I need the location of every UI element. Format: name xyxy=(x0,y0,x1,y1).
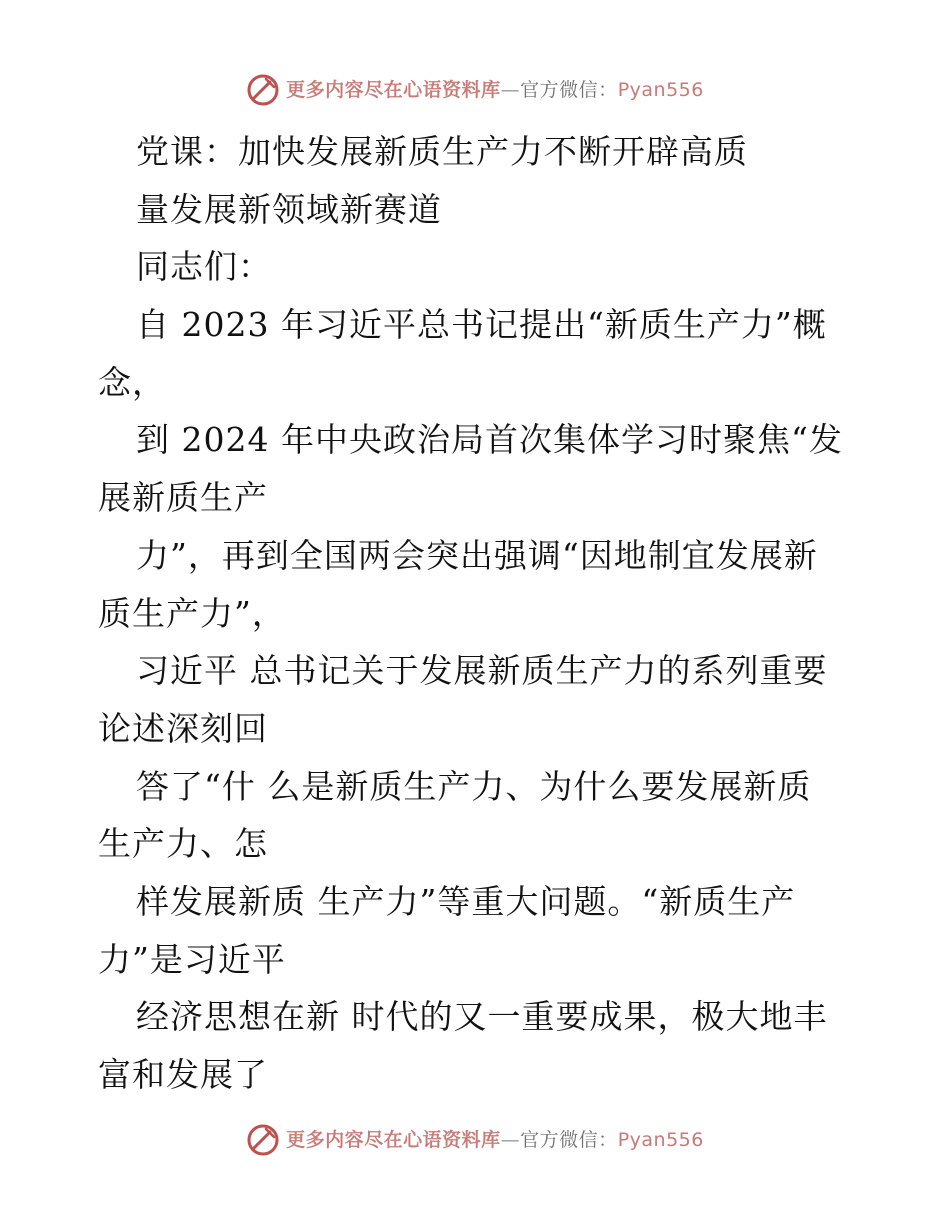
document-line: 经济思想在新 时代的又一重要成果，极大地丰 xyxy=(136,997,828,1037)
watermark-wechat-label: 官方微信： xyxy=(520,1128,618,1151)
document-line: 答了“什 么是新质生产力、为什么要发展新质 xyxy=(136,766,812,806)
watermark-main: 更多内容尽在心语资料库 xyxy=(286,78,501,101)
document-body xyxy=(98,123,858,1104)
watermark-text xyxy=(286,1128,704,1151)
watermark-text xyxy=(286,78,704,101)
document-line: 党课：加快发展新质生产力不断开辟高质 xyxy=(136,132,748,171)
watermark-dash: — xyxy=(500,78,521,101)
watermark-wechat-id: Pyan556 xyxy=(617,78,704,101)
watermark-header xyxy=(0,70,950,110)
watermark-dash: — xyxy=(500,1128,521,1151)
document-line: 同志们： xyxy=(136,247,272,287)
watermark-wechat-id: Pyan556 xyxy=(617,1128,704,1151)
document-line: 习近平 总书记关于发展新质生产力的系列重要 xyxy=(136,651,828,691)
document-line: 生产力、怎 xyxy=(98,824,268,864)
brand-logo-icon xyxy=(246,73,280,107)
document-line: 到 2024 年中央政治局首次集体学习时聚焦“发 xyxy=(136,420,843,460)
watermark-main: 更多内容尽在心语资料库 xyxy=(286,1128,501,1151)
document-line: 论述深刻回 xyxy=(98,708,268,748)
document-line: 展新质生产 xyxy=(98,478,268,518)
document-line: 自 2023 年习近平总书记提出“新质生产力”概 xyxy=(136,305,827,345)
watermark-footer xyxy=(0,1120,950,1160)
watermark-wechat-label: 官方微信： xyxy=(520,78,618,101)
document-line: 量发展新领域新赛道 xyxy=(136,189,442,229)
brand-logo-icon xyxy=(246,1123,280,1157)
document-line: 念， xyxy=(98,362,166,402)
document-line: 富和发展了 xyxy=(98,1055,268,1094)
document-line: 力”，再到全国两会突出强调“因地制宜发展新 xyxy=(136,535,818,575)
document-line: 质生产力”， xyxy=(98,593,286,633)
document-line: 样发展新质 生产力”等重大问题。“新质生产 xyxy=(136,881,796,921)
document-line: 力”是习近平 xyxy=(98,939,286,979)
